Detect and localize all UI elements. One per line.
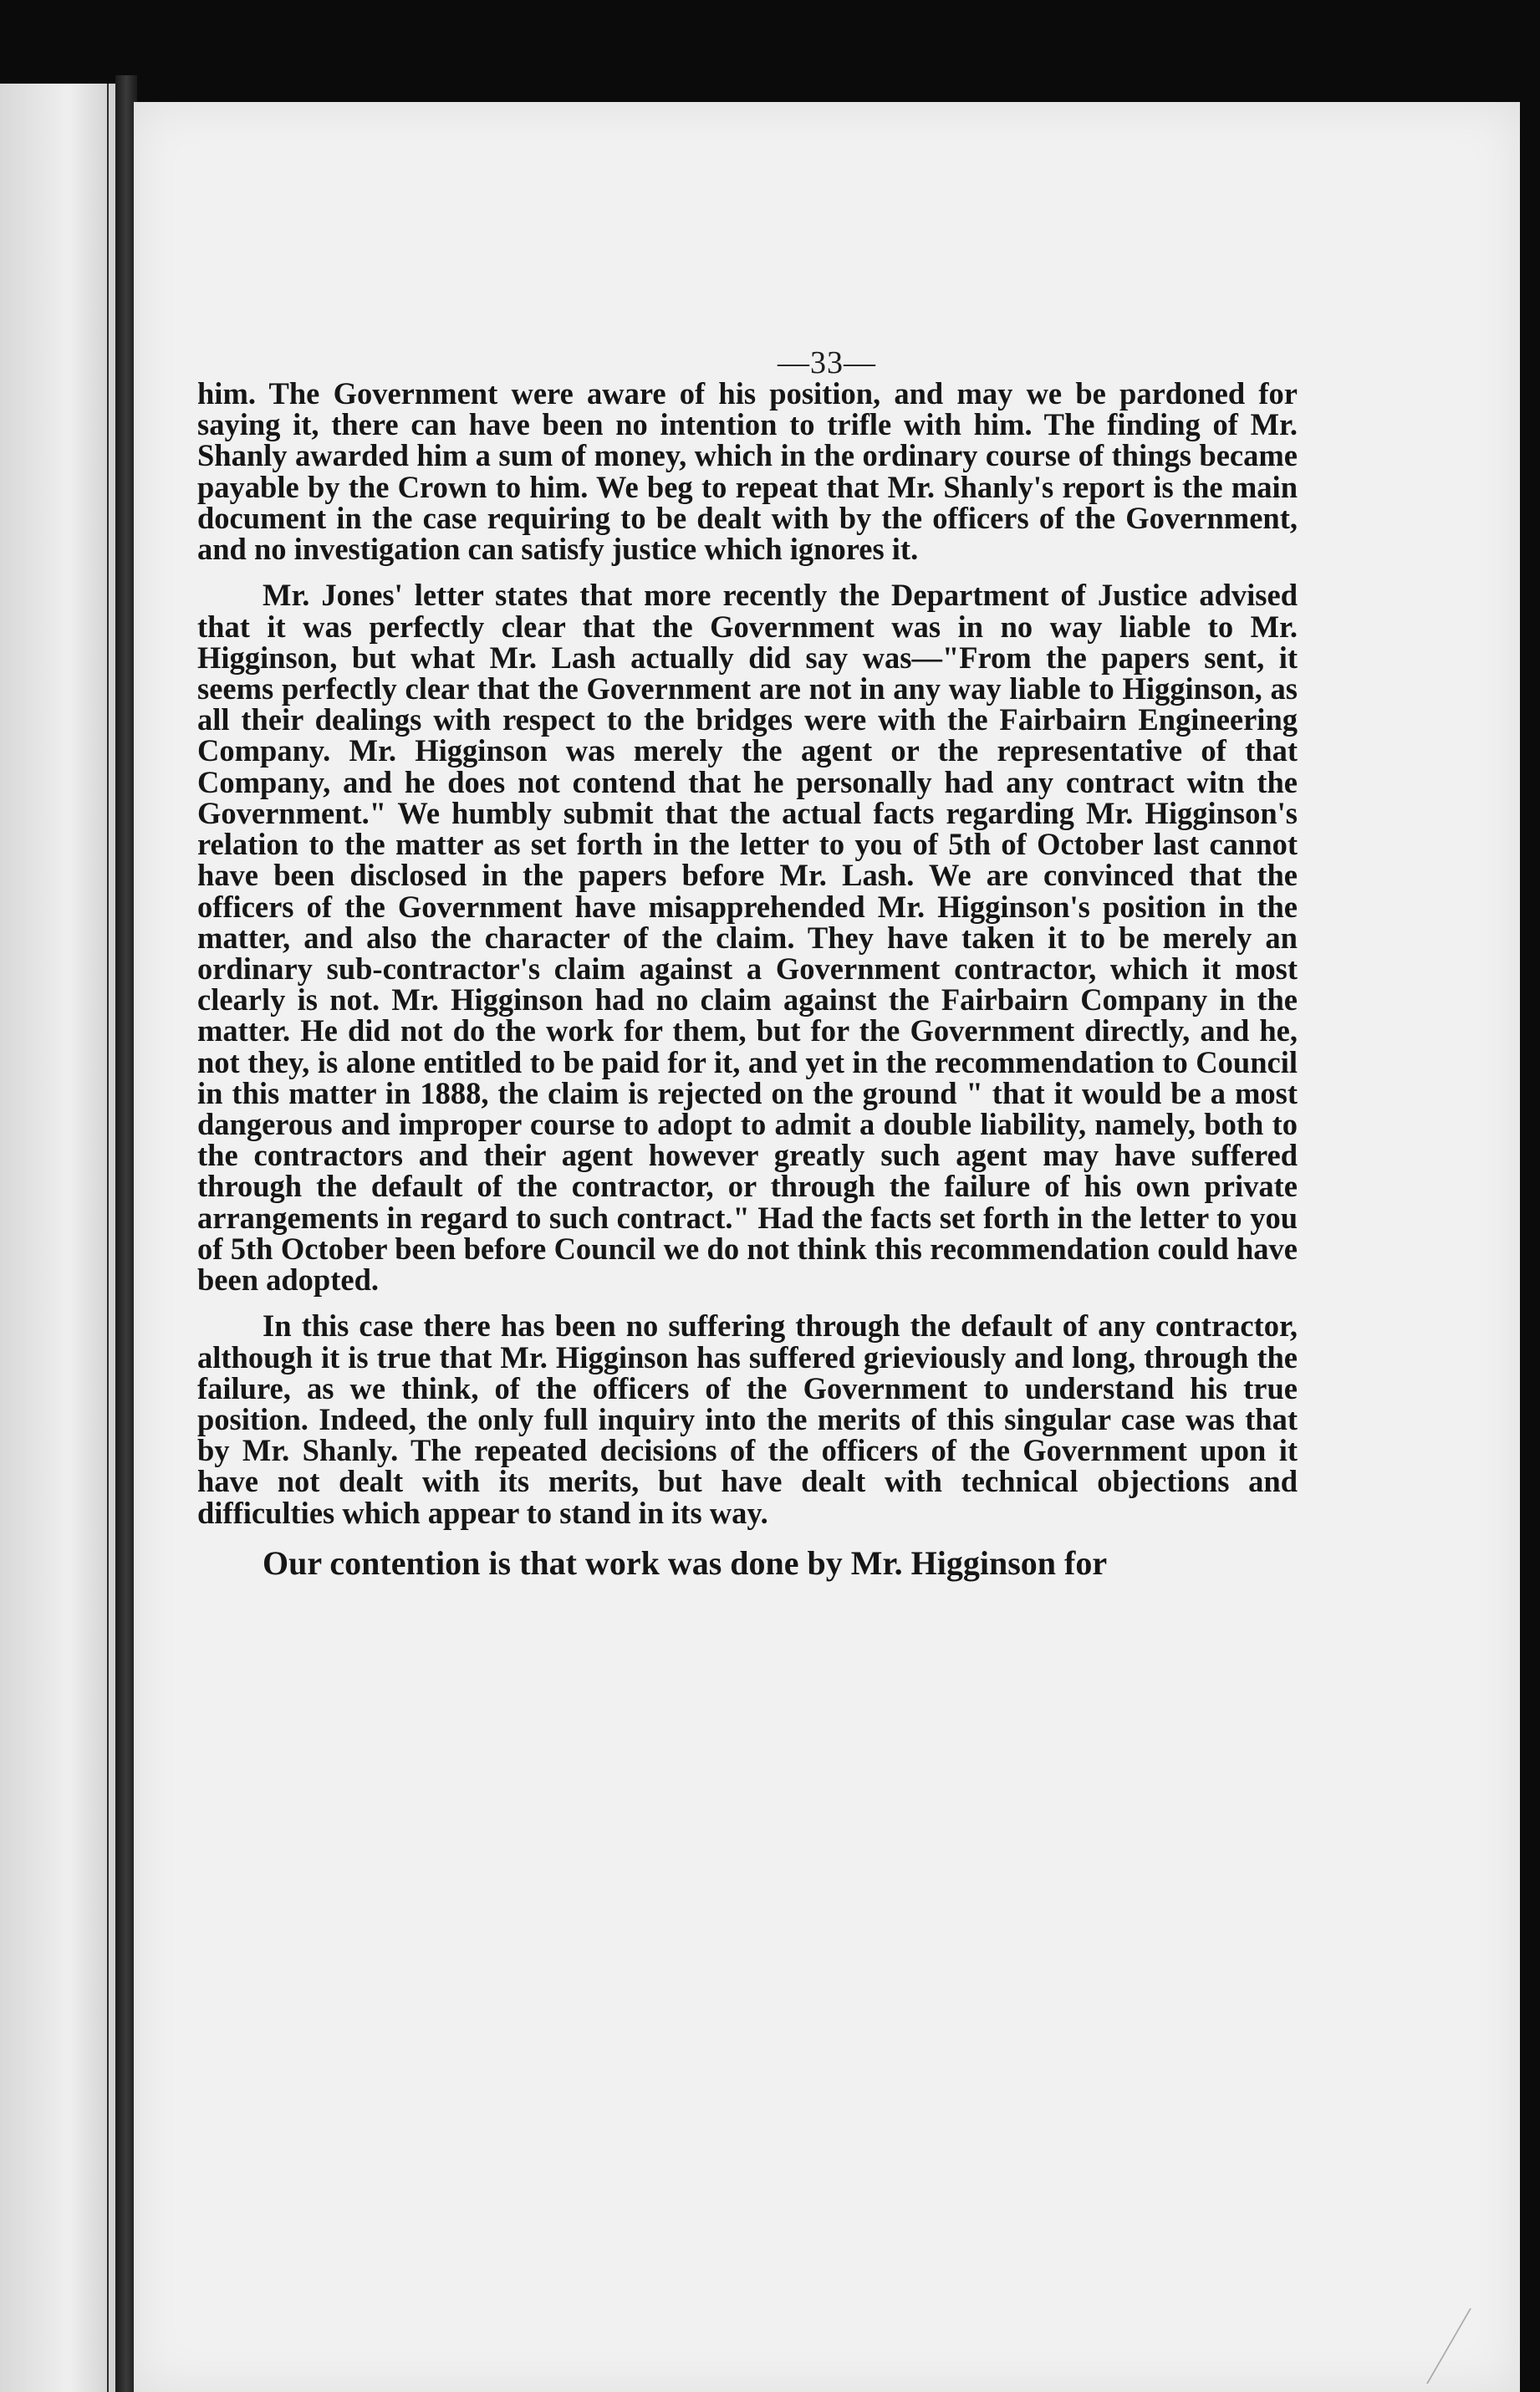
paragraph-3: In this case there has been no suffering through the default of any contractor, although it is true that Mr. Higginson has suffered grieviously and long, through the failure, as we think, of the officers of the Government to understand his true position. Indeed, the only full inquiry into the merits of this singular case was that by Mr. Shanly. The repeated decisions of the officers of the Government upon it have not dealt with its merits, but have dealt with technical objections and difficulties which appear to stand in its way. [197, 1308, 1298, 1530]
page-edge-line [107, 84, 109, 2392]
facing-page-edge [0, 84, 115, 2392]
paragraph-1: him. The Government were aware of his position, and may we be pardoned for saying it, there can have been no intention to trifle with him. The finding of Mr. Shanly awarded him a sum of money, which in the ordinary course of things became payable by the Crown to him. We beg to repeat that Mr. Shanly's report is the main document in the case requiring to be dealt with by the officers of the Government, and no investigation can satisfy justice which ignores it. [197, 376, 1298, 567]
document-page [134, 102, 1520, 2392]
paragraph-4: Our contention is that work was done by Mr. Higginson for [263, 1543, 1108, 1582]
body-text [197, 378, 1298, 1596]
page-number: —33— [778, 345, 876, 380]
paragraph-2: Mr. Jones' letter states that more recently the Department of Justice advised that it was perfectly clear that the Government was in no way liable to Mr. Higginson, but what Mr. Lash actually did say was—"From the papers sent, it seems perfectly clear that the Government are not in any way liable to Higginson, as all their dealings with respect to the bridges were with the Fairbairn Engineering Company. Mr. Higginson was merely the agent or the representative of that Company, and he does not contend that he personally had any contract witn the Government." We humbly submit that the actual facts regarding Mr. Higginson's relation to the matter as set forth in the letter to you of 5th of October last cannot have been disclosed in the papers before Mr. Lash. We are convinced that the officers of the Government have misapprehended Mr. Higginson's position in the matter, and also the character of the claim. They have taken it to be merely an ordinary sub-contractor's claim against a Government contractor, which it most clearly is not. Mr. Higginson had no claim against the Fairbairn Company in the matter. He did not do the work for them, but for the Government directly, and he, not they, is alone entitled to be paid for it, and yet in the recommendation to Council in this matter in 1888, the claim is rejected on the ground " that it would be a most dangerous and improper course to adopt to admit a double liability, namely, both to the contractors and their agent however greatly such agent may have suffered through the default of the contractor, or through the failure of his own private arrangements in regard to such contract." Had the facts set forth in the letter to you of 5th October been before Council we do not think this recommendation could have been adopted. [197, 578, 1298, 1298]
